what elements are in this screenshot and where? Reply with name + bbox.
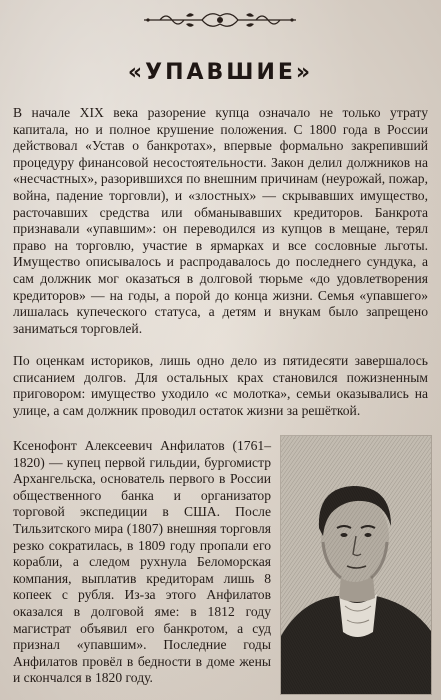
vine-flourish-icon (140, 6, 300, 32)
merchant-portrait (281, 436, 431, 694)
estimate-paragraph: По оценкам историков, лишь одно дело из пятидесяти завершалось списанием долгов. Для остальных крах становился пожизненным приговором: имущество уходило «с молотка», семьи оказывались на улице, а сам должник проводил остаток жизни за решёткой. (13, 353, 428, 418)
intro-paragraph: В начале XIX века разорение купца означало не только утрату капитала, но и полное крушение положения. С 1800 года в России действовал «Устав о банкротах», впервые формально закрепивший процедуру финансовой несостоятельности. Закон делил должников на «несчастных», разорившихся по внешним причинам (неурожай, пожар, война, падение торговли), и «злостных» — скрывавших имущество, расточавших средства или обманывавших кредиторов. Банкрота признавали «упавшим»: он переводился из купцов в мещане, терял право на торговлю, участие в ярмарках и все сословные льготы. Имущество описывалось и распродавалось до последнего сундука, а сам должник мог оказаться в долговой тюрьме «до удовлетворения кредиторов» — на годы, а порой до конца жизни. Семья «упавшего» лишалась купеческого статуса, а детям и внукам было запрещено заниматься торговлей. (13, 105, 428, 336)
page-title: «УПАВШИЕ» (127, 60, 314, 85)
engraved-portrait-icon (281, 436, 431, 694)
biography-paragraph: Ксенофонт Алексеевич Анфилатов (1761–1820) — купец первой гильдии, бургомистр Архангельска, основатель первого в России общественного банка и организатор торговой экспедиции в США. После Тильзитского мира (1807) внешняя торговля резко сократилась, в 1809 году пропали его корабли, а следом рухнула Беломорская компания, выплатив кредиторам лишь 8 копеек с рубля. Из-за этого Анфилатов оказался в долговой яме: в 1812 году магистрат объявил его банкротом, а суд признал «упавшим». Последние годы Анфилатов провёл в бедности в доме жены и скончался в 1820 году. (13, 438, 271, 686)
